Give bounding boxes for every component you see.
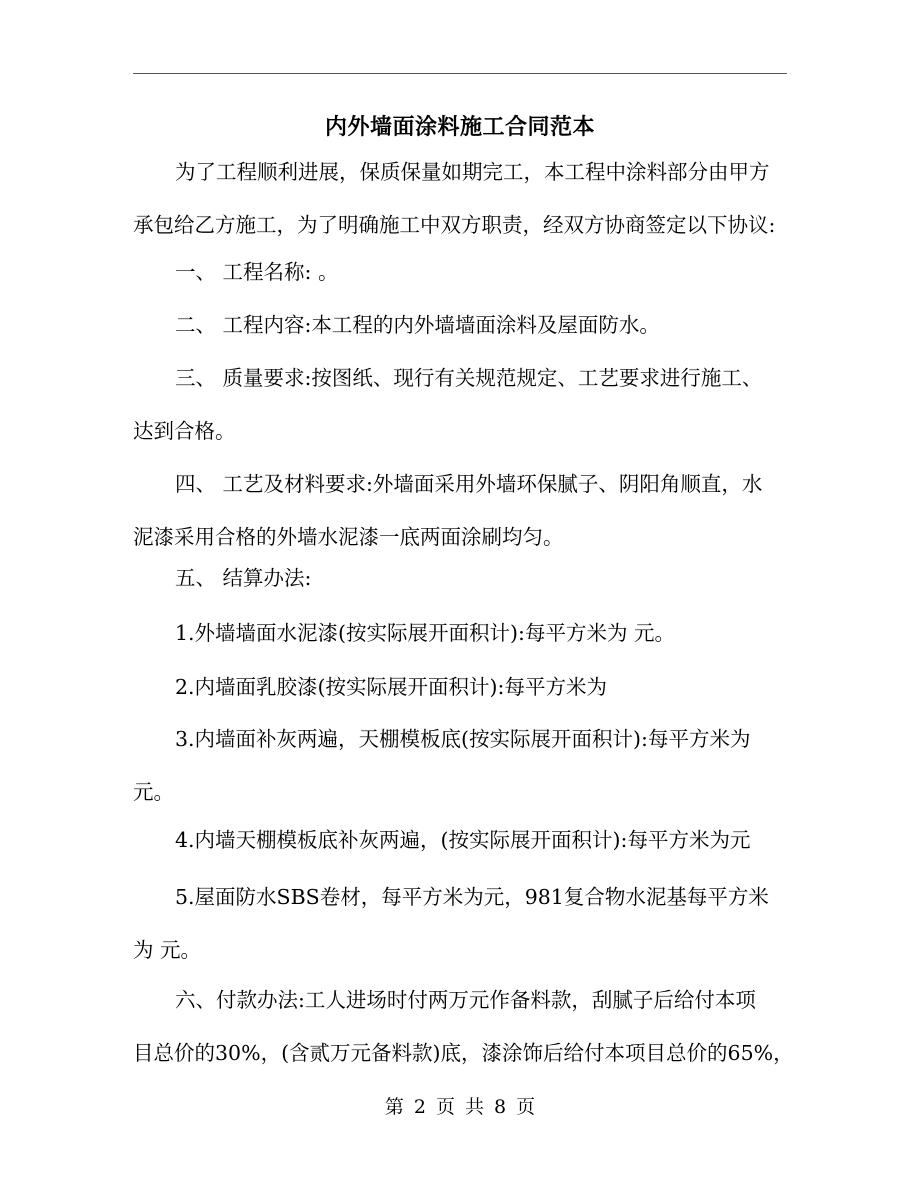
paragraph-line: 承包给乙方施工，为了明确施工中双方职责，经双方协商签定以下协议: [133, 213, 776, 237]
paragraph-line: 四、 工艺及材料要求:外墙面采用外墙环保腻子、阴阳角顺直，水 [175, 472, 763, 496]
clause-2 [133, 299, 793, 352]
paragraph-line: 4.内墙天棚模板底补灰两遍，(按实际展开面积计):每平方米为元 [175, 828, 751, 852]
paragraph-line: 2.内墙面乳胶漆(按实际展开面积计):每平方米为 [175, 675, 607, 699]
paragraph-line: 二、 工程内容:本工程的内外墙墙面涂料及屋面防水。 [175, 313, 660, 337]
item-1 [133, 607, 793, 660]
paragraph-line: 为 元。 [133, 938, 202, 962]
item-4 [133, 814, 793, 867]
paragraph-line: 目总价的30%，(含贰万元备料款)底，漆涂饰后给付本项目总价的65%， [133, 1041, 794, 1065]
clause-6 [133, 974, 793, 1080]
page-number: 第 2 页 共 8 页 [384, 1096, 536, 1118]
paragraph-line: 一、 工程名称: 。 [175, 260, 339, 284]
header-rule [133, 73, 787, 74]
clause-5 [133, 552, 793, 605]
paragraph-line: 5.屋面防水SBS卷材，每平方米为元，981复合物水泥基每平方米 [175, 885, 769, 909]
paragraph-line: 达到合格。 [133, 419, 236, 443]
paragraph-line: 1.外墙墙面水泥漆(按实际展开面积计):每平方米为 元。 [175, 621, 675, 645]
clause-3 [133, 352, 793, 458]
item-2 [133, 661, 793, 714]
document-title: 内外墙面涂料施工合同范本 [324, 114, 595, 140]
paragraph-line: 五、 结算办法: [175, 566, 312, 590]
paragraph-line: 元。 [133, 780, 174, 804]
item-3 [133, 713, 793, 819]
item-5 [133, 871, 793, 977]
paragraph-intro [133, 146, 793, 252]
paragraph-line: 为了工程顺利进展，保质保量如期完工，本工程中涂料部分由甲方 [175, 160, 770, 184]
paragraph-line: 泥漆采用合格的外墙水泥漆一底两面涂刷均匀。 [133, 525, 564, 549]
paragraph-line: 六、付款办法:工人进场时付两万元作备料款，刮腻子后给付本项 [175, 988, 756, 1012]
clause-4 [133, 458, 793, 564]
paragraph-line: 3.内墙面补灰两遍，天棚模板底(按实际展开面积计):每平方米为 [175, 727, 751, 751]
clause-1 [133, 246, 793, 299]
paragraph-line: 三、 质量要求:按图纸、现行有关规范规定、工艺要求进行施工、 [175, 366, 763, 390]
